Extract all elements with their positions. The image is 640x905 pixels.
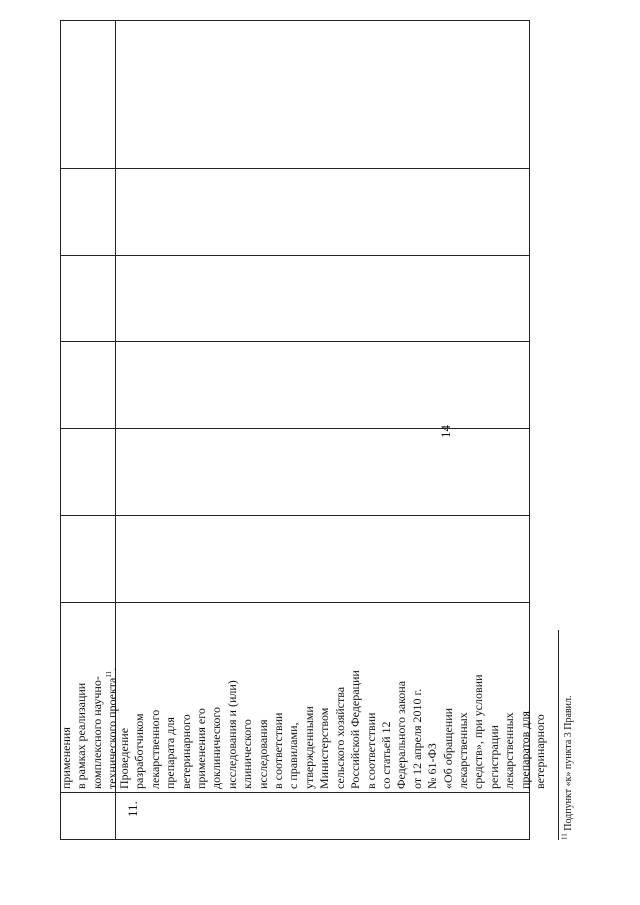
page-number: 14 [438,425,453,438]
row-description: Проведение разработчиком лекарственного препарата для ветеринарного применения его доклинического исследования и (или) клинического исследования в соответствии с правилами, утвержденными Министерством сельского хозяйства Российской Федерации в соответствии со статьей 12 Федерального закона от 12 апреля 2010 г. № 61-ФЗ «Об обращении лекарственных средств», при условии регистрации лекарственных препаратов для ветеринарного [117,670,547,789]
rotated-page [30,20,630,870]
column-divider [61,792,529,793]
column-divider [61,428,529,429]
column-divider [61,255,529,256]
requirements-table [59,20,547,840]
previous-row-description: применения в рамках реализации комплексного научно- технического проекта$^{11}$. [59,667,120,789]
column-divider [61,341,529,342]
column-divider [61,602,529,603]
footnote-reference: 11 [105,670,114,678]
column-divider [61,515,529,516]
row-number: 11. [125,801,140,817]
footnote-separator [558,630,559,840]
footnote: $^{11}$ Подпункт «к» пункта 3 Правил. [560,695,574,840]
column-divider [61,168,529,169]
